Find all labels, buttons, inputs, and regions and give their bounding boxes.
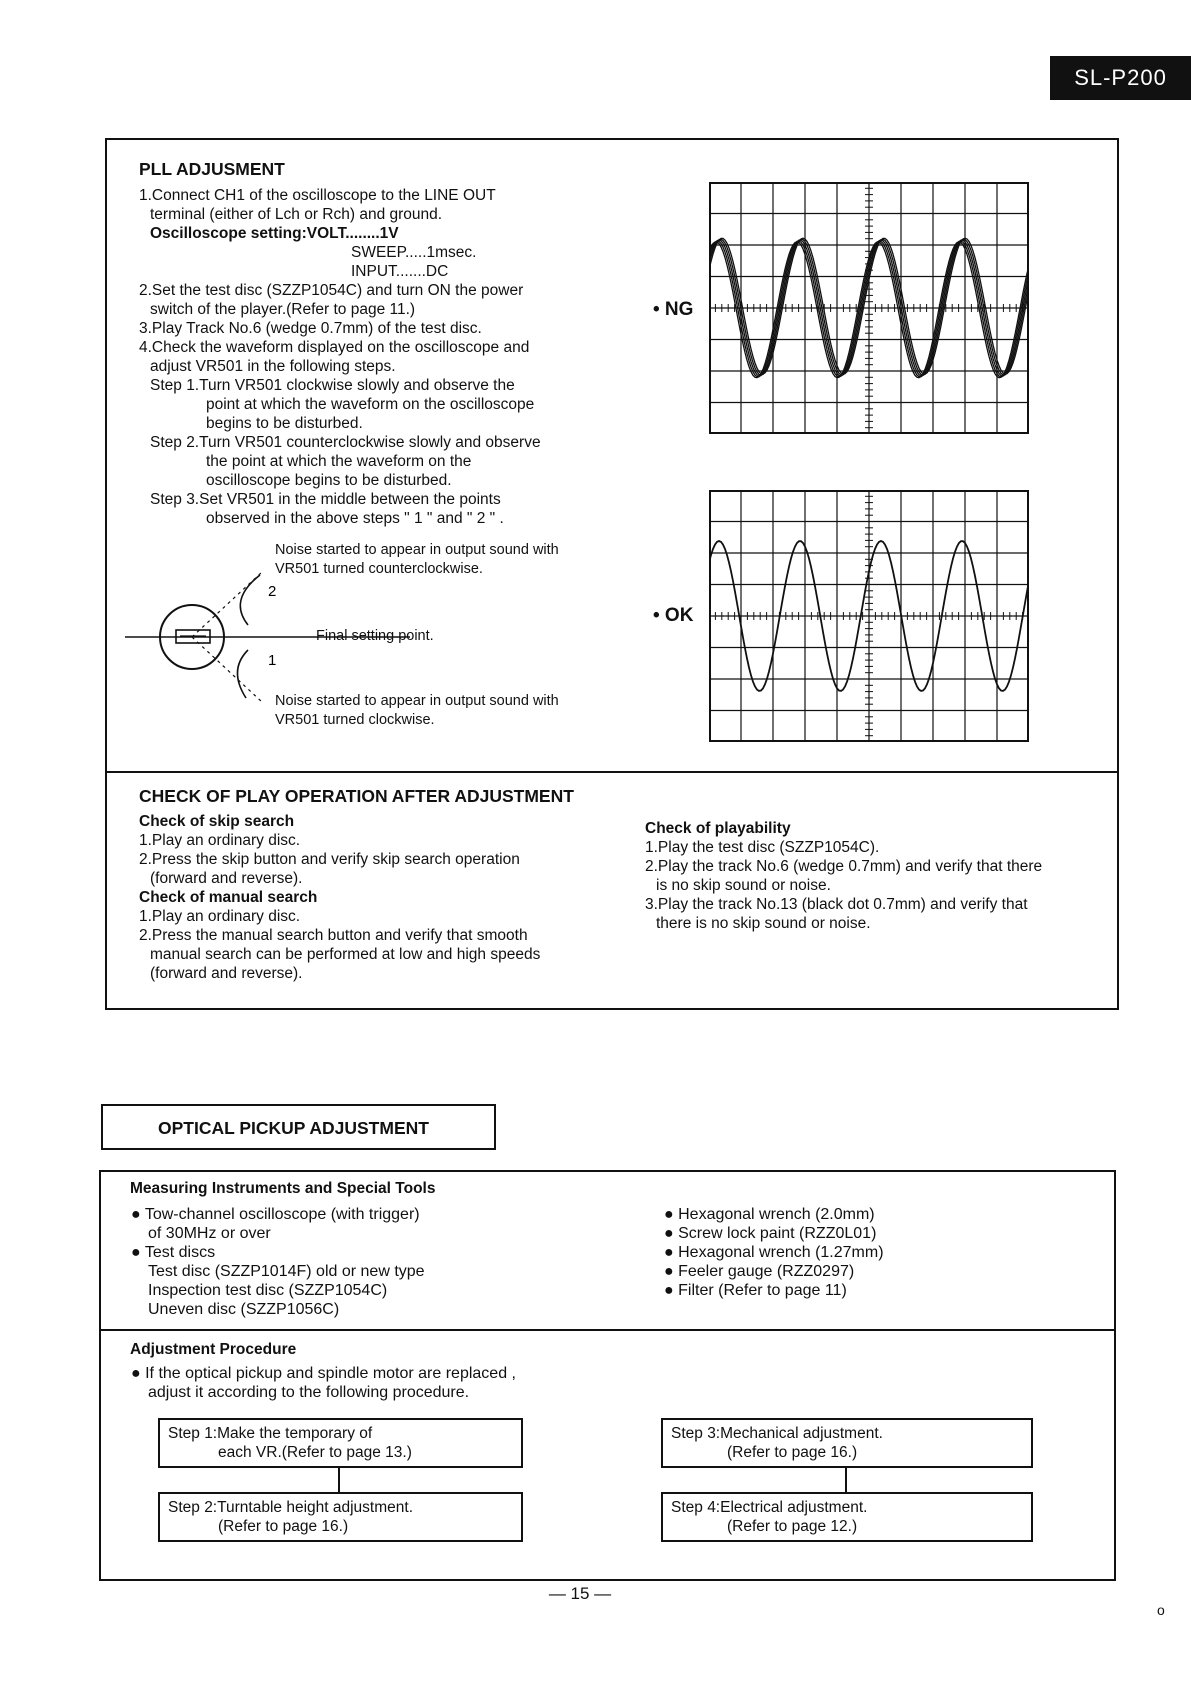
oscilloscope-ok [709,490,1029,742]
cw-note-1: Noise started to appear in output sound with [275,693,559,709]
step-3-box [661,1418,1033,1468]
step-4-line-2: (Refer to page 12.) [727,1518,858,1535]
check-title: CHECK OF PLAY OPERATION AFTER ADJUSTMENT [139,786,574,806]
final-setting-label: Final setting point. [316,628,434,644]
play-line-2: 2.Play the track No.6 (wedge 0.7mm) and verify that there [645,858,1043,875]
manual-line-1: 1.Play an ordinary disc. [139,908,301,925]
corner-mark: o [1157,1602,1165,1618]
page-number: — 15 — [548,1584,612,1603]
pll-line: begins to be disturbed. [206,415,363,432]
tool-line: Inspection test disc (SZZP1054C) [148,1282,388,1299]
oscilloscope-ng [709,182,1029,434]
tool-line: ● Hexagonal wrench (2.0mm) [664,1206,875,1223]
tool-line: Uneven disc (SZZP1056C) [148,1301,340,1318]
skip-line-3: (forward and reverse). [150,870,303,887]
pll-line: oscilloscope begins to be disturbed. [206,472,452,489]
play-line-4: 3.Play the track No.13 (black dot 0.7mm) and verify that [645,896,1028,913]
pll-line: Step 1.Turn VR501 clockwise slowly and observe the [150,377,515,394]
step-4-box [661,1492,1033,1542]
skip-line-1: 1.Play an ordinary disc. [139,832,301,849]
pll-line: 1.Connect CH1 of the oscilloscope to the LINE OUT [139,187,496,204]
skip-line-2: 2.Press the skip button and verify skip search operation [139,851,520,868]
mark-2: 2 [268,583,277,600]
section-divider [99,1329,1116,1331]
ccw-note-2: VR501 turned counterclockwise. [275,561,483,577]
play-line-5: there is no skip sound or noise. [656,915,871,932]
optical-title: OPTICAL PICKUP ADJUSTMENT [101,1104,496,1150]
tool-line: ● Filter (Refer to page 11) [664,1282,847,1299]
pll-instructions [139,186,609,528]
tool-line: ● Feeler gauge (RZZ0297) [664,1263,855,1280]
step-1-line-2: each VR.(Refer to page 13.) [218,1444,412,1461]
play-line-3: is no skip sound or noise. [656,877,831,894]
step-2-line-1: Step 2:Turntable height adjustment. [168,1499,413,1516]
tool-line: Test disc (SZZP1014F) old or new type [148,1263,425,1280]
step-4-line-1: Step 4:Electrical adjustment. [671,1499,868,1516]
pll-title: PLL ADJUSMENT [139,159,285,179]
manual-line-2: 2.Press the manual search button and verify that smooth [139,927,528,944]
pll-line: terminal (either of Lch or Rch) and ground. [150,206,443,223]
cw-note-2: VR501 turned clockwise. [275,712,435,728]
step-3-line-2: (Refer to page 16.) [727,1444,858,1461]
pll-line: 2.Set the test disc (SZZP1054C) and turn ON the power [139,282,524,299]
procedure-line: adjust it according to the following procedure. [148,1384,470,1401]
manual-title: Check of manual search [139,889,318,906]
step-1-box [158,1418,523,1468]
pll-line: observed in the above steps " 1 " and " 2 " . [206,510,504,527]
pll-line: 3.Play Track No.6 (wedge 0.7mm) of the test disc. [139,320,482,337]
skip-title: Check of skip search [139,813,295,830]
step-3-line-1: Step 3:Mechanical adjustment. [671,1425,883,1442]
pll-line: Step 3.Set VR501 in the middle between the points [150,491,501,508]
tools-title: Measuring Instruments and Special Tools [130,1180,436,1197]
tool-line: ● Test discs [131,1244,216,1261]
model-tag: SL-P200 [1050,56,1191,100]
tool-line: ● Tow-channel oscilloscope (with trigger) [131,1206,420,1223]
pll-line: Oscilloscope setting:VOLT........1V [150,225,399,242]
pll-line: INPUT.......DC [351,263,449,280]
playability-title: Check of playability [645,820,791,837]
procedure-title: Adjustment Procedure [130,1341,297,1358]
pll-line: Step 2.Turn VR501 counterclockwise slowly and observe [150,434,541,451]
procedure-line: ● If the optical pickup and spindle motor are replaced , [131,1365,516,1382]
pll-line: the point at which the waveform on the [206,453,472,470]
pll-line: adjust VR501 in the following steps. [150,358,396,375]
ok-label: • OK [653,605,694,626]
step-1-line-1: Step 1:Make the temporary of [168,1425,373,1442]
play-line-1: 1.Play the test disc (SZZP1054C). [645,839,880,856]
ng-label: • NG [653,299,694,320]
tool-line: ● Hexagonal wrench (1.27mm) [664,1244,884,1261]
pll-line: SWEEP.....1msec. [351,244,477,261]
manual-line-4: (forward and reverse). [150,965,303,982]
manual-line-3: manual search can be performed at low and high speeds [150,946,541,963]
step-2-line-2: (Refer to page 16.) [218,1518,349,1535]
section-divider [105,771,1119,773]
ccw-note-1: Noise started to appear in output sound with [275,542,559,558]
pll-line: 4.Check the waveform displayed on the oscilloscope and [139,339,530,356]
tool-line: of 30MHz or over [148,1225,271,1242]
connector [845,1468,847,1492]
pll-line: switch of the player.(Refer to page 11.) [150,301,416,318]
step-2-box [158,1492,523,1542]
mark-1: 1 [268,652,277,669]
connector [338,1468,340,1492]
pll-line: point at which the waveform on the oscilloscope [206,396,535,413]
tool-line: ● Screw lock paint (RZZ0L01) [664,1225,877,1242]
